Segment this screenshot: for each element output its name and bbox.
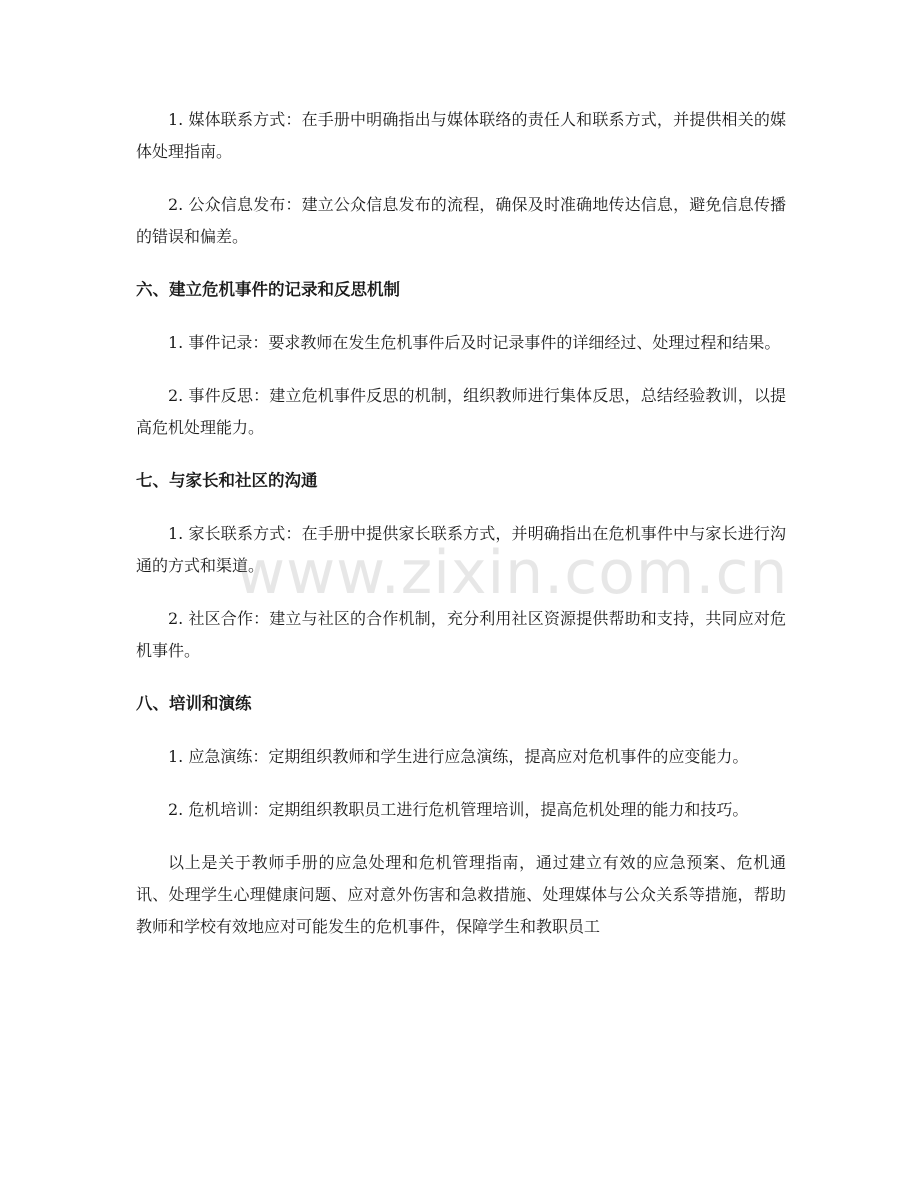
watermark: www.zixin.com.cn bbox=[236, 538, 789, 608]
paragraph-event-reflection: 2. 事件反思：建立危机事件反思的机制，组织教师进行集体反思，总结经验教训，以提高危机处理能力。 bbox=[136, 386, 786, 437]
section-heading-8: 八、培训和演练 bbox=[136, 694, 252, 713]
paragraph-community: 2. 社区合作：建立与社区的合作机制，充分利用社区资源提供帮助和支持，共同应对危机事件。 bbox=[136, 609, 786, 660]
section-heading-6: 六、建立危机事件的记录和反思机制 bbox=[136, 280, 400, 299]
section-heading-7: 七、与家长和社区的沟通 bbox=[136, 471, 318, 490]
paragraph-summary: 以上是关于教师手册的应急处理和危机管理指南，通过建立有效的应急预案、危机通讯、处理学生心理健康问题、应对意外伤害和急救措施、处理媒体与公众关系等措施，帮助教师和学校有效地应对可能发生的危机事件，保障学生和教职员工 bbox=[136, 853, 786, 936]
paragraph-parent-contact: 1. 家长联系方式：在手册中提供家长联系方式，并明确指出在危机事件中与家长进行沟通的方式和渠道。 bbox=[136, 524, 786, 575]
paragraph-training: 2. 危机培训：定期组织教职员工进行危机管理培训，提高危机处理的能力和技巧。 bbox=[168, 800, 749, 819]
paragraph-public-info: 2. 公众信息发布：建立公众信息发布的流程，确保及时准确地传达信息，避免信息传播的错误和偏差。 bbox=[136, 195, 786, 246]
document-page bbox=[136, 104, 789, 964]
paragraph-event-record: 1. 事件记录：要求教师在发生危机事件后及时记录事件的详细经过、处理过程和结果。 bbox=[168, 333, 781, 352]
paragraph-media-contact: 1. 媒体联系方式：在手册中明确指出与媒体联络的责任人和联系方式，并提供相关的媒体处理指南。 bbox=[136, 110, 786, 161]
paragraph-drill: 1. 应急演练：定期组织教师和学生进行应急演练，提高应对危机事件的应变能力。 bbox=[168, 747, 749, 766]
